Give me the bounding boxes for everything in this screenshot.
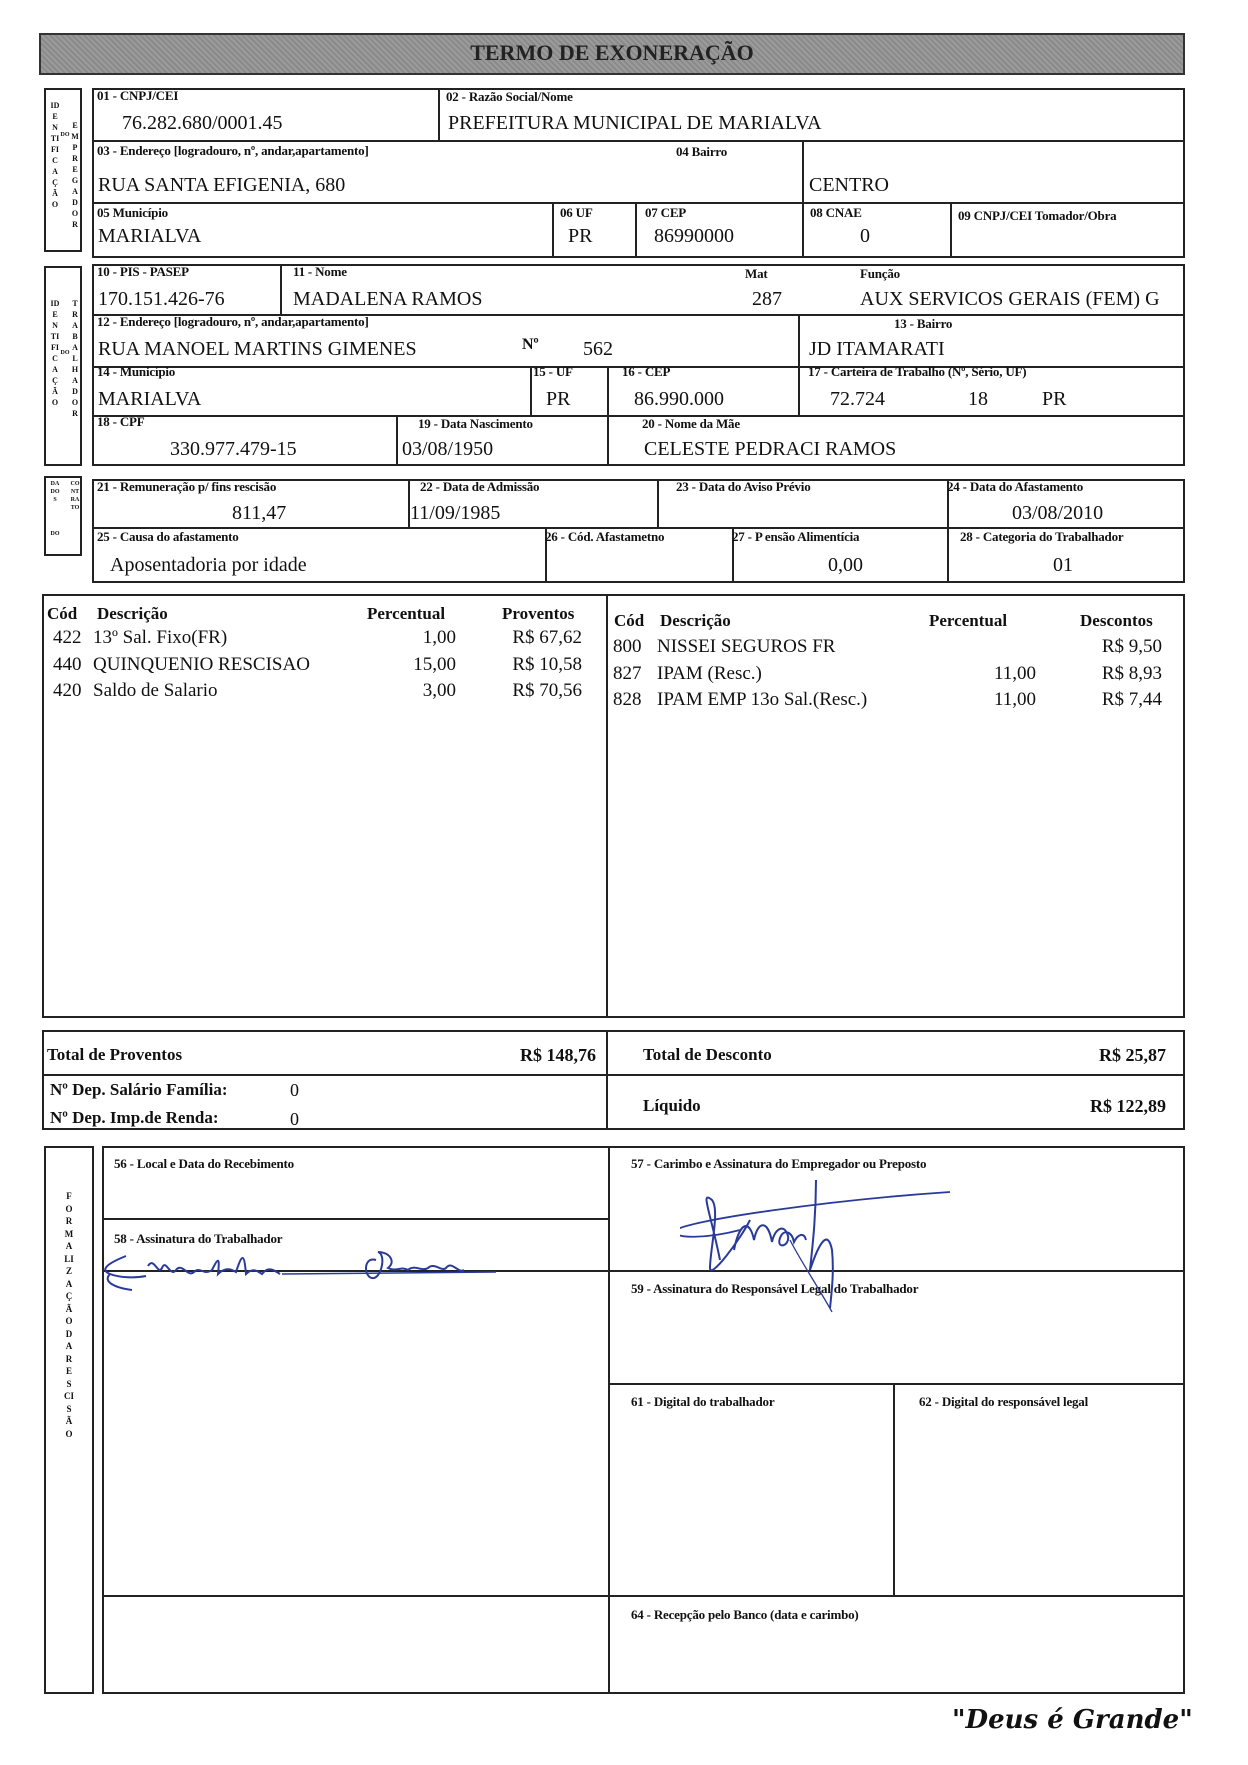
- valor-cell: R$ 7,44: [1101, 689, 1162, 710]
- field-label: 58 - Assinatura do Trabalhador: [114, 1231, 283, 1246]
- field-label: 22 - Data de Admissão: [420, 479, 540, 494]
- col-header-percentual: Percentual: [367, 604, 446, 623]
- side-label-employer: [44, 88, 82, 252]
- field-label: 06 UF: [560, 205, 593, 220]
- side-text: TRABALHADOR: [71, 299, 79, 418]
- descricao-cell: 13º Sal. Fixo(FR): [93, 627, 228, 648]
- field-label: Mat: [745, 266, 768, 281]
- total-proventos-value: R$ 148,76: [520, 1045, 596, 1065]
- field-label: 56 - Local e Data do Recebimento: [114, 1156, 294, 1171]
- document-title: TERMO DE EXONERAÇÃO: [470, 40, 754, 65]
- descricao-cell: QUINQUENIO RESCISAO: [93, 654, 310, 675]
- field-label: 25 - Causa do afastamento: [97, 529, 239, 544]
- field-label: 07 CEP: [645, 205, 687, 220]
- field-label: 11 - Nome: [293, 264, 347, 279]
- field-label: 04 Bairro: [676, 144, 728, 159]
- col-header-proventos: Proventos: [502, 604, 575, 623]
- afastamento-value: 03/08/2010: [1012, 502, 1104, 524]
- field-label: 13 - Bairro: [894, 316, 953, 331]
- side-text: FORMALIZAÇÃO DA RESCISÃO: [64, 1191, 75, 1439]
- bairro-value: CENTRO: [809, 174, 889, 196]
- field-label: 19 - Data Nascimento: [418, 416, 533, 431]
- funcao-value: AUX SERVICOS GERAIS (FEM) G: [860, 288, 1160, 310]
- field-label: 01 - CNPJ/CEI: [97, 88, 179, 103]
- field-label: 08 CNAE: [810, 205, 862, 220]
- municipio-value: MARIALVA: [98, 225, 202, 247]
- field-label: 57 - Carimbo e Assinatura do Empregador ou Preposto: [631, 1156, 927, 1171]
- nascimento-value: 03/08/1950: [402, 438, 494, 460]
- liquido-label: Líquido: [643, 1096, 701, 1115]
- descricao-cell: NISSEI SEGUROS FR: [657, 636, 836, 657]
- valor-cell: R$ 10,58: [512, 654, 582, 675]
- valor-cell: R$ 8,93: [1101, 663, 1162, 684]
- numero-value: 562: [583, 338, 613, 360]
- nome-value: MADALENA RAMOS: [293, 288, 483, 310]
- endereco-value: RUA SANTA EFIGENIA, 680: [98, 174, 346, 196]
- descricao-cell: Saldo de Salario: [93, 680, 218, 701]
- dep-familia-value: 0: [290, 1080, 299, 1100]
- cep-value: 86990000: [654, 225, 734, 247]
- side-text: CONTRATO: [70, 481, 80, 511]
- side-text: DO: [60, 350, 70, 356]
- remuneracao-value: 811,47: [232, 502, 287, 524]
- field-label: 26 - Cód. Afastametno: [545, 529, 665, 544]
- worker-signature: [96, 1248, 516, 1308]
- field-label: 27 - P ensão Alimentícia: [732, 529, 860, 544]
- total-desconto-label: Total de Desconto: [643, 1045, 772, 1064]
- side-label-contract: [44, 476, 82, 556]
- razao-social-value: PREFEITURA MUNICIPAL DE MARIALVA: [448, 112, 822, 134]
- cnae-value: 0: [860, 225, 870, 247]
- cod-cell: 422: [53, 627, 82, 648]
- valor-cell: R$ 9,50: [1101, 636, 1162, 657]
- field-label: 14 - Município: [97, 364, 176, 379]
- field-label: 02 - Razão Social/Nome: [446, 89, 573, 104]
- side-text: DADOS: [50, 481, 60, 503]
- descricao-cell: IPAM EMP 13o Sal.(Resc.): [657, 689, 868, 710]
- ctps-uf-value: PR: [1042, 388, 1067, 410]
- ctps-numero-value: 72.724: [830, 388, 885, 410]
- percentual-cell: 11,00: [993, 663, 1036, 684]
- causa-value: Aposentadoria por idade: [110, 554, 307, 576]
- cnpj-value: 76.282.680/0001.45: [122, 112, 283, 134]
- valor-cell: R$ 70,56: [512, 680, 582, 701]
- admissao-value: 11/09/1985: [410, 502, 501, 524]
- dep-renda-value: 0: [290, 1109, 299, 1129]
- valor-cell: R$ 67,62: [512, 627, 582, 648]
- cod-cell: 827: [613, 663, 642, 684]
- side-label-worker: [44, 266, 82, 466]
- field-label: 18 - CPF: [97, 414, 145, 429]
- cep-value: 86.990.000: [634, 388, 724, 410]
- side-text: IDENTIFICAÇÃO: [50, 101, 60, 209]
- col-header-cod: Cód: [614, 611, 645, 630]
- field-label: 23 - Data do Aviso Prévio: [676, 479, 811, 494]
- bairro-value: JD ITAMARATI: [809, 338, 945, 360]
- cod-cell: 440: [53, 654, 82, 675]
- uf-value: PR: [546, 388, 571, 410]
- pis-value: 170.151.426-76: [98, 288, 225, 310]
- mae-value: CELESTE PEDRACI RAMOS: [644, 438, 897, 460]
- col-header-descontos: Descontos: [1080, 611, 1153, 630]
- percentual-cell: 1,00: [422, 627, 456, 648]
- side-text: DO: [50, 531, 60, 537]
- field-label: 59 - Assinatura do Responsável Legal do Trabalhador: [631, 1281, 919, 1296]
- side-text: EMPREGADOR: [71, 121, 79, 229]
- percentual-cell: 15,00: [413, 654, 456, 675]
- field-label: Nº: [522, 336, 539, 353]
- field-label: 21 - Remuneração p/ fins rescisão: [97, 479, 277, 494]
- dep-familia-label: Nº Dep. Salário Família:: [50, 1080, 228, 1099]
- municipio-value: MARIALVA: [98, 388, 202, 410]
- total-proventos-label: Total de Proventos: [47, 1045, 183, 1064]
- descricao-cell: IPAM (Resc.): [657, 663, 762, 684]
- field-label: 09 CNPJ/CEI Tomador/Obra: [958, 208, 1117, 223]
- col-header-cod: Cód: [47, 604, 78, 623]
- employer-signature: [680, 1180, 960, 1330]
- field-label: 62 - Digital do responsável legal: [919, 1394, 1089, 1409]
- col-header-percentual: Percentual: [929, 611, 1008, 630]
- col-header-descricao: Descrição: [97, 604, 168, 623]
- field-label: 16 - CEP: [622, 364, 671, 379]
- total-desconto-value: R$ 25,87: [1099, 1045, 1166, 1065]
- percentual-cell: 3,00: [422, 680, 456, 701]
- dep-renda-label: Nº Dep. Imp.de Renda:: [50, 1108, 219, 1127]
- field-label: 12 - Endereço [logradouro, nº, andar,apartamento]: [97, 314, 369, 329]
- field-label: 28 - Categoria do Trabalhador: [960, 529, 1124, 544]
- ctps-serie-value: 18: [968, 388, 988, 410]
- side-label-formalizacao: [44, 1146, 94, 1694]
- field-label: 05 Município: [97, 205, 168, 220]
- cpf-value: 330.977.479-15: [170, 438, 297, 460]
- side-text: IDENTIFICAÇÃO: [50, 299, 60, 407]
- col-header-descricao: Descrição: [660, 611, 731, 630]
- motto-text: "Deus é Grande": [952, 1705, 1193, 1735]
- categoria-value: 01: [1053, 554, 1073, 576]
- uf-value: PR: [568, 225, 593, 247]
- matricula-value: 287: [752, 288, 782, 310]
- field-label: 10 - PIS - PASEP: [97, 264, 189, 279]
- percentual-cell: 11,00: [993, 689, 1036, 710]
- field-label: Função: [860, 266, 900, 281]
- field-label: 17 - Carteira de Trabalho (Nº, Sério, UF): [808, 364, 1027, 379]
- field-label: 61 - Digital do trabalhador: [631, 1394, 775, 1409]
- title-bar: [39, 33, 1185, 75]
- cod-cell: 420: [53, 680, 82, 701]
- field-label: 24 - Data do Afastamento: [947, 479, 1084, 494]
- cod-cell: 828: [613, 689, 642, 710]
- side-text: DO: [60, 132, 70, 138]
- field-label: 20 - Nome da Mãe: [642, 416, 740, 431]
- cod-cell: 800: [613, 636, 642, 657]
- pensao-value: 0,00: [828, 554, 863, 576]
- field-label: 03 - Endereço [logradouro, nº, andar,apartamento]: [97, 143, 369, 158]
- field-label: 64 - Recepção pelo Banco (data e carimbo): [631, 1607, 859, 1622]
- liquido-value: R$ 122,89: [1090, 1096, 1166, 1116]
- endereco-value: RUA MANOEL MARTINS GIMENES: [98, 338, 417, 360]
- field-label: 15 - UF: [533, 364, 573, 379]
